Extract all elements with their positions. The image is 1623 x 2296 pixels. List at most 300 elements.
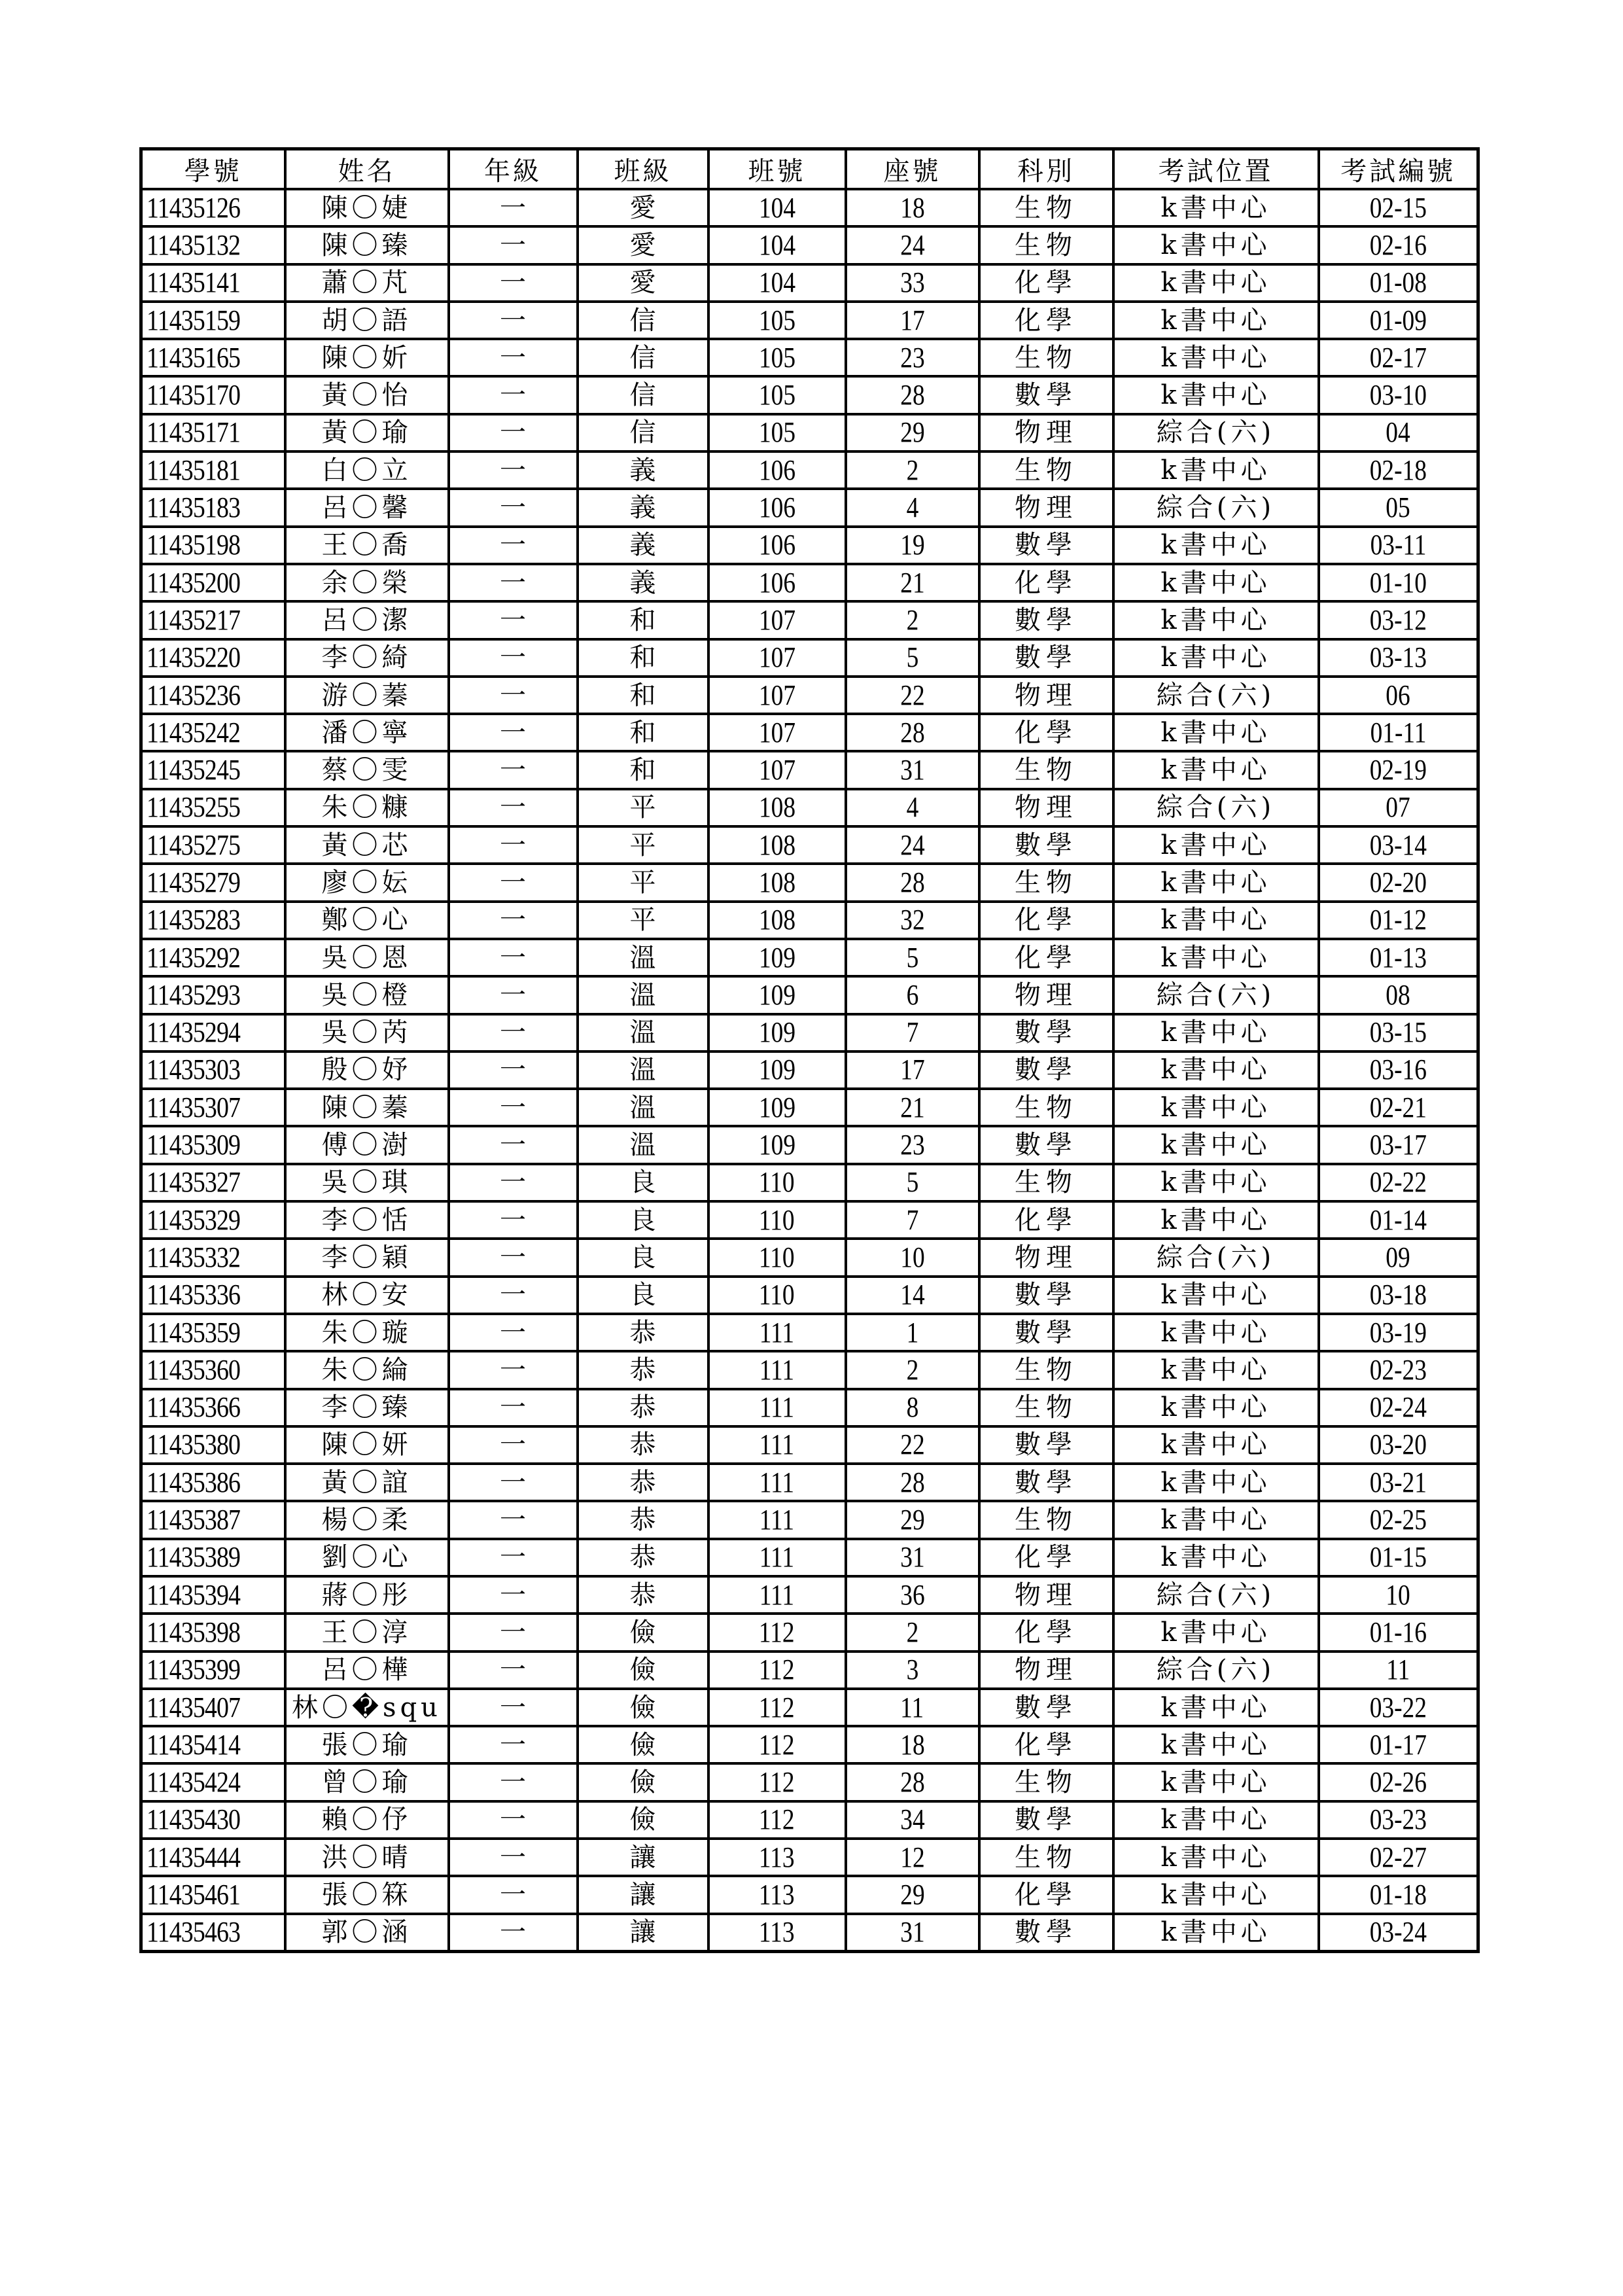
cell-class-number-text: 112 xyxy=(759,1653,795,1686)
cell-name xyxy=(285,1501,449,1538)
cell-class-number-text: 109 xyxy=(758,1053,795,1086)
table-row xyxy=(141,1314,1478,1351)
cell-class-text: 和 xyxy=(629,605,656,635)
cell-exam-number xyxy=(1319,527,1478,564)
cell-grade xyxy=(449,1576,578,1614)
cell-exam-location xyxy=(1113,1277,1319,1314)
cell-class-number xyxy=(708,789,846,826)
cell-student-id-text: 11435132 xyxy=(147,228,241,261)
cell-exam-number xyxy=(1319,826,1478,864)
cell-class-number xyxy=(708,639,846,677)
header-name: 姓名 xyxy=(285,149,449,190)
cell-seat-number xyxy=(846,1426,979,1464)
cell-student-id-text: 11435430 xyxy=(147,1803,241,1836)
cell-student-id-text: 11435463 xyxy=(147,1916,241,1949)
cell-class-number xyxy=(708,1651,846,1689)
cell-exam-number-text: 02-16 xyxy=(1369,228,1427,261)
cell-subject xyxy=(979,1351,1113,1388)
cell-class-number xyxy=(708,939,846,976)
cell-seat-number xyxy=(846,376,979,414)
cell-student-id-text: 11435236 xyxy=(147,679,241,711)
cell-class xyxy=(578,376,708,414)
cell-exam-location-text: k書中心 xyxy=(1161,230,1271,260)
cell-class-number-text: 108 xyxy=(758,866,795,898)
cell-exam-number xyxy=(1319,414,1478,451)
cell-class-text: 和 xyxy=(629,755,656,786)
cell-grade-text: 一 xyxy=(500,1167,526,1198)
cell-exam-number-text: 02-26 xyxy=(1369,1766,1427,1799)
cell-subject-text: 數學 xyxy=(1015,1692,1077,1723)
cell-exam-number-text: 02-21 xyxy=(1369,1091,1427,1123)
cell-class xyxy=(578,414,708,451)
cell-class-number-text: 108 xyxy=(758,791,795,824)
cell-exam-location xyxy=(1113,451,1319,489)
cell-seat-number-text: 5 xyxy=(906,1166,918,1199)
cell-name-text: 傅〇澍 xyxy=(321,1130,412,1161)
cell-exam-number-text: 03-16 xyxy=(1369,1053,1427,1086)
cell-grade xyxy=(449,976,578,1014)
cell-seat-number-text: 31 xyxy=(899,754,925,786)
cell-name-text: 劉〇心 xyxy=(321,1542,412,1573)
cell-exam-location-text: k書中心 xyxy=(1161,380,1271,411)
cell-grade xyxy=(449,939,578,976)
cell-class-text: 溫 xyxy=(629,1055,656,1086)
cell-class-text: 和 xyxy=(629,643,656,673)
cell-name-text: 黃〇怡 xyxy=(321,380,412,411)
cell-grade-text: 一 xyxy=(500,530,526,561)
cell-grade-text: 一 xyxy=(500,1767,526,1798)
cell-seat-number-text: 19 xyxy=(899,529,925,561)
cell-class-number-text: 104 xyxy=(758,228,795,261)
cell-seat-number xyxy=(846,451,979,489)
cell-seat-number xyxy=(846,1689,979,1726)
cell-exam-location-text: 綜合(六) xyxy=(1156,1242,1276,1273)
cell-exam-location-text: 綜合(六) xyxy=(1156,1580,1276,1610)
cell-exam-number xyxy=(1319,451,1478,489)
cell-student-id xyxy=(141,1277,285,1314)
cell-grade-text: 一 xyxy=(500,305,526,336)
cell-student-id xyxy=(141,1726,285,1763)
cell-seat-number-text: 22 xyxy=(899,1428,925,1461)
cell-subject-text: 生物 xyxy=(1015,1392,1077,1423)
cell-exam-number xyxy=(1319,1126,1478,1163)
cell-grade-text: 一 xyxy=(500,755,526,786)
cell-class-number xyxy=(708,376,846,414)
cell-class xyxy=(578,302,708,339)
table-row xyxy=(141,789,1478,826)
cell-exam-location xyxy=(1113,302,1319,339)
cell-seat-number-text: 2 xyxy=(906,1353,918,1386)
cell-student-id xyxy=(141,1689,285,1726)
cell-seat-number-text: 28 xyxy=(899,716,925,749)
cell-exam-number xyxy=(1319,789,1478,826)
cell-seat-number-text: 7 xyxy=(906,1203,918,1236)
cell-exam-location-text: k書中心 xyxy=(1161,1055,1271,1086)
cell-seat-number-text: 28 xyxy=(899,866,925,898)
cell-student-id xyxy=(141,564,285,601)
cell-exam-number xyxy=(1319,751,1478,788)
cell-exam-location xyxy=(1113,1126,1319,1163)
cell-class-number xyxy=(708,1839,846,1876)
cell-class-number-text: 107 xyxy=(758,754,795,786)
cell-grade xyxy=(449,1389,578,1426)
cell-subject xyxy=(979,264,1113,302)
cell-exam-location-text: k書中心 xyxy=(1161,1130,1271,1161)
cell-exam-location xyxy=(1113,1314,1319,1351)
cell-exam-number-text: 02-23 xyxy=(1369,1353,1427,1386)
cell-grade xyxy=(449,1839,578,1876)
table-row xyxy=(141,1501,1478,1538)
cell-name xyxy=(285,376,449,414)
cell-exam-location-text: k書中心 xyxy=(1161,605,1271,635)
cell-name xyxy=(285,1239,449,1276)
cell-exam-location-text: k書中心 xyxy=(1161,1280,1271,1311)
cell-class xyxy=(578,1051,708,1089)
cell-name xyxy=(285,1576,449,1614)
cell-class-text: 儉 xyxy=(629,1655,656,1686)
cell-exam-location xyxy=(1113,1651,1319,1689)
cell-name xyxy=(285,677,449,714)
cell-exam-location xyxy=(1113,564,1319,601)
cell-name-text: 曾〇瑜 xyxy=(321,1767,412,1798)
cell-exam-location-text: 綜合(六) xyxy=(1156,1655,1276,1686)
cell-class xyxy=(578,1539,708,1576)
cell-seat-number-text: 17 xyxy=(899,1053,925,1086)
cell-exam-number-text: 01-18 xyxy=(1369,1879,1427,1911)
table-row xyxy=(141,1539,1478,1576)
cell-seat-number-text: 31 xyxy=(899,1541,925,1574)
cell-class-text: 恭 xyxy=(629,1580,656,1610)
cell-student-id-text: 11435327 xyxy=(147,1166,241,1199)
cell-exam-location-text: k書中心 xyxy=(1161,455,1271,486)
cell-exam-number-text: 02-24 xyxy=(1369,1391,1427,1424)
cell-class-text: 讓 xyxy=(629,1842,656,1873)
cell-seat-number-text: 31 xyxy=(899,1916,925,1949)
cell-class-number-text: 112 xyxy=(759,1728,795,1761)
cell-grade xyxy=(449,864,578,901)
cell-grade xyxy=(449,1614,578,1651)
cell-subject-text: 化學 xyxy=(1015,1617,1077,1648)
cell-name xyxy=(285,1277,449,1314)
table-row xyxy=(141,864,1478,901)
cell-exam-location-text: k書中心 xyxy=(1161,567,1271,598)
cell-exam-number-text: 03-13 xyxy=(1369,641,1427,674)
cell-subject-text: 物理 xyxy=(1015,493,1077,523)
cell-grade xyxy=(449,902,578,939)
cell-seat-number-text: 5 xyxy=(906,941,918,974)
cell-subject-text: 數學 xyxy=(1015,605,1077,635)
cell-subject-text: 物理 xyxy=(1015,1242,1077,1273)
cell-class-text: 恭 xyxy=(629,1430,656,1460)
cell-exam-location xyxy=(1113,714,1319,751)
cell-class xyxy=(578,1089,708,1126)
cell-grade-text: 一 xyxy=(500,1842,526,1873)
cell-name-text: 朱〇璇 xyxy=(321,1317,412,1348)
cell-exam-number xyxy=(1319,1876,1478,1913)
cell-student-id-text: 11435275 xyxy=(147,828,241,861)
cell-name xyxy=(285,339,449,376)
cell-student-id xyxy=(141,1539,285,1576)
cell-student-id-text: 11435292 xyxy=(147,941,241,974)
cell-class-text: 義 xyxy=(629,530,656,561)
cell-name-text: 林〇�squ xyxy=(292,1692,442,1723)
cell-name xyxy=(285,226,449,264)
cell-class-text: 和 xyxy=(629,680,656,711)
cell-seat-number-text: 29 xyxy=(899,416,925,449)
cell-student-id-text: 11435294 xyxy=(147,1016,241,1049)
cell-grade xyxy=(449,1689,578,1726)
cell-exam-number xyxy=(1319,1426,1478,1464)
cell-seat-number xyxy=(846,1389,979,1426)
cell-name xyxy=(285,1839,449,1876)
cell-exam-number-text: 03-10 xyxy=(1369,379,1427,412)
cell-student-id xyxy=(141,1051,285,1089)
cell-exam-number-text: 03-21 xyxy=(1369,1466,1427,1498)
cell-exam-location xyxy=(1113,1239,1319,1276)
table-row xyxy=(141,1464,1478,1501)
cell-exam-location-text: k書中心 xyxy=(1161,1354,1271,1385)
cell-seat-number xyxy=(846,1914,979,1952)
cell-subject xyxy=(979,939,1113,976)
cell-grade xyxy=(449,1014,578,1051)
cell-exam-number xyxy=(1319,1576,1478,1614)
cell-seat-number xyxy=(846,677,979,714)
cell-exam-location-text: 綜合(六) xyxy=(1156,680,1276,711)
cell-grade xyxy=(449,789,578,826)
cell-class-number xyxy=(708,564,846,601)
cell-seat-number xyxy=(846,1089,979,1126)
cell-student-id-text: 11435359 xyxy=(147,1316,241,1349)
cell-student-id xyxy=(141,1126,285,1163)
cell-class-number-text: 106 xyxy=(758,566,795,599)
cell-class-number-text: 112 xyxy=(759,1766,795,1799)
cell-student-id-text: 11435307 xyxy=(147,1091,241,1123)
cell-exam-number xyxy=(1319,939,1478,976)
cell-grade-text: 一 xyxy=(500,192,526,223)
cell-name-text: 殷〇妤 xyxy=(321,1055,412,1086)
cell-exam-number xyxy=(1319,1801,1478,1839)
cell-subject xyxy=(979,751,1113,788)
cell-class-number xyxy=(708,677,846,714)
cell-subject xyxy=(979,451,1113,489)
cell-grade xyxy=(449,1726,578,1763)
cell-class xyxy=(578,1839,708,1876)
cell-class-text: 溫 xyxy=(629,1092,656,1123)
cell-exam-location-text: k書中心 xyxy=(1161,268,1271,298)
cell-exam-location-text: k書中心 xyxy=(1161,192,1271,223)
cell-name xyxy=(285,1314,449,1351)
table-row xyxy=(141,1051,1478,1089)
table-row xyxy=(141,451,1478,489)
cell-name xyxy=(285,489,449,526)
cell-class-text: 讓 xyxy=(629,1917,656,1948)
cell-name-text: 朱〇綸 xyxy=(321,1354,412,1385)
cell-seat-number xyxy=(846,489,979,526)
cell-name xyxy=(285,527,449,564)
cell-seat-number xyxy=(846,339,979,376)
cell-seat-number xyxy=(846,639,979,677)
cell-grade xyxy=(449,1089,578,1126)
cell-class xyxy=(578,1763,708,1801)
cell-name xyxy=(285,1089,449,1126)
cell-seat-number-text: 14 xyxy=(899,1279,925,1311)
cell-seat-number xyxy=(846,1464,979,1501)
cell-student-id xyxy=(141,1089,285,1126)
cell-class-number-text: 107 xyxy=(758,716,795,749)
cell-subject-text: 生物 xyxy=(1015,1092,1077,1123)
table-row xyxy=(141,1689,1478,1726)
cell-grade xyxy=(449,1763,578,1801)
cell-class xyxy=(578,489,708,526)
header-grade: 年級 xyxy=(449,149,578,190)
cell-subject xyxy=(979,1464,1113,1501)
cell-student-id xyxy=(141,1801,285,1839)
cell-student-id-text: 11435444 xyxy=(147,1841,241,1873)
cell-name xyxy=(285,1763,449,1801)
cell-exam-location-text: k書中心 xyxy=(1161,1317,1271,1348)
cell-class xyxy=(578,264,708,302)
cell-class xyxy=(578,864,708,901)
cell-seat-number-text: 5 xyxy=(906,641,918,674)
header-class-number: 班號 xyxy=(708,149,846,190)
cell-exam-location xyxy=(1113,1801,1319,1839)
cell-name-text: 李〇穎 xyxy=(321,1242,412,1273)
cell-name xyxy=(285,939,449,976)
cell-class xyxy=(578,1126,708,1163)
cell-class xyxy=(578,1426,708,1464)
cell-exam-location xyxy=(1113,226,1319,264)
cell-class-text: 平 xyxy=(629,867,656,898)
cell-class xyxy=(578,1314,708,1351)
table-row xyxy=(141,1576,1478,1614)
cell-name xyxy=(285,302,449,339)
cell-seat-number-text: 21 xyxy=(899,566,925,599)
cell-grade xyxy=(449,826,578,864)
cell-exam-number xyxy=(1319,339,1478,376)
cell-exam-number xyxy=(1319,376,1478,414)
cell-subject-text: 物理 xyxy=(1015,1655,1077,1686)
cell-grade xyxy=(449,1426,578,1464)
cell-grade-text: 一 xyxy=(500,1805,526,1835)
cell-seat-number-text: 29 xyxy=(899,1504,925,1536)
cell-grade xyxy=(449,302,578,339)
cell-class xyxy=(578,564,708,601)
cell-class-number-text: 112 xyxy=(759,1803,795,1836)
cell-exam-location xyxy=(1113,264,1319,302)
cell-class xyxy=(578,1651,708,1689)
cell-exam-number-text: 01-10 xyxy=(1369,566,1427,599)
cell-subject-text: 數學 xyxy=(1015,1130,1077,1161)
table-row xyxy=(141,264,1478,302)
cell-name xyxy=(285,1614,449,1651)
cell-exam-location-text: k書中心 xyxy=(1161,1729,1271,1760)
cell-exam-number-text: 01-14 xyxy=(1369,1203,1427,1236)
cell-student-id xyxy=(141,902,285,939)
cell-seat-number xyxy=(846,302,979,339)
cell-subject-text: 化學 xyxy=(1015,1880,1077,1910)
cell-class xyxy=(578,1201,708,1239)
table-row xyxy=(141,1089,1478,1126)
cell-class-number xyxy=(708,1689,846,1726)
cell-name xyxy=(285,902,449,939)
cell-student-id xyxy=(141,189,285,226)
cell-exam-number-text: 04 xyxy=(1386,416,1410,449)
cell-grade xyxy=(449,376,578,414)
cell-seat-number-text: 18 xyxy=(899,191,925,224)
cell-student-id xyxy=(141,302,285,339)
cell-class xyxy=(578,1801,708,1839)
cell-exam-number xyxy=(1319,564,1478,601)
cell-class-number xyxy=(708,826,846,864)
cell-grade xyxy=(449,1651,578,1689)
cell-exam-location-text: k書中心 xyxy=(1161,1205,1271,1235)
table-row xyxy=(141,1651,1478,1689)
cell-seat-number-text: 10 xyxy=(899,1241,925,1273)
cell-exam-location-text: k書中心 xyxy=(1161,1917,1271,1948)
cell-subject xyxy=(979,639,1113,677)
cell-exam-location-text: k書中心 xyxy=(1161,1430,1271,1460)
cell-grade-text: 一 xyxy=(500,643,526,673)
cell-exam-number-text: 03-15 xyxy=(1369,1016,1427,1049)
table-row xyxy=(141,1389,1478,1426)
cell-subject xyxy=(979,976,1113,1014)
cell-student-id xyxy=(141,789,285,826)
cell-seat-number-text: 8 xyxy=(906,1391,918,1424)
cell-exam-location xyxy=(1113,189,1319,226)
cell-student-id-text: 11435414 xyxy=(147,1728,241,1761)
cell-student-id xyxy=(141,976,285,1014)
cell-subject-text: 數學 xyxy=(1015,380,1077,411)
cell-student-id-text: 11435399 xyxy=(147,1653,241,1686)
cell-exam-location-text: k書中心 xyxy=(1161,1392,1271,1423)
cell-subject-text: 數學 xyxy=(1015,530,1077,561)
cell-exam-location xyxy=(1113,1089,1319,1126)
cell-class xyxy=(578,1726,708,1763)
cell-exam-location xyxy=(1113,1539,1319,1576)
cell-class-number xyxy=(708,1914,846,1952)
cell-class xyxy=(578,226,708,264)
cell-exam-number-text: 02-25 xyxy=(1369,1504,1427,1536)
cell-subject xyxy=(979,1389,1113,1426)
cell-grade-text: 一 xyxy=(500,380,526,411)
cell-class xyxy=(578,826,708,864)
cell-class-text: 信 xyxy=(629,417,656,448)
cell-name-text: 蕭〇芃 xyxy=(321,268,412,298)
cell-exam-number-text: 03-12 xyxy=(1369,603,1427,636)
cell-class-number xyxy=(708,714,846,751)
cell-seat-number xyxy=(846,789,979,826)
cell-seat-number-text: 2 xyxy=(906,453,918,486)
cell-exam-number xyxy=(1319,1314,1478,1351)
header-seat-number: 座號 xyxy=(846,149,979,190)
table-row xyxy=(141,564,1478,601)
cell-student-id xyxy=(141,677,285,714)
cell-subject xyxy=(979,1576,1113,1614)
cell-class xyxy=(578,1351,708,1388)
cell-class-number-text: 111 xyxy=(759,1541,795,1574)
cell-name xyxy=(285,564,449,601)
cell-exam-number xyxy=(1319,1464,1478,1501)
cell-subject-text: 化學 xyxy=(1015,305,1077,336)
cell-exam-number-text: 03-22 xyxy=(1369,1691,1427,1723)
cell-name-text: 吳〇橙 xyxy=(321,980,412,1010)
cell-seat-number-text: 33 xyxy=(899,266,925,299)
cell-subject xyxy=(979,226,1113,264)
cell-class-number xyxy=(708,414,846,451)
cell-class-text: 平 xyxy=(629,905,656,936)
cell-seat-number-text: 23 xyxy=(899,341,925,374)
cell-subject xyxy=(979,1014,1113,1051)
